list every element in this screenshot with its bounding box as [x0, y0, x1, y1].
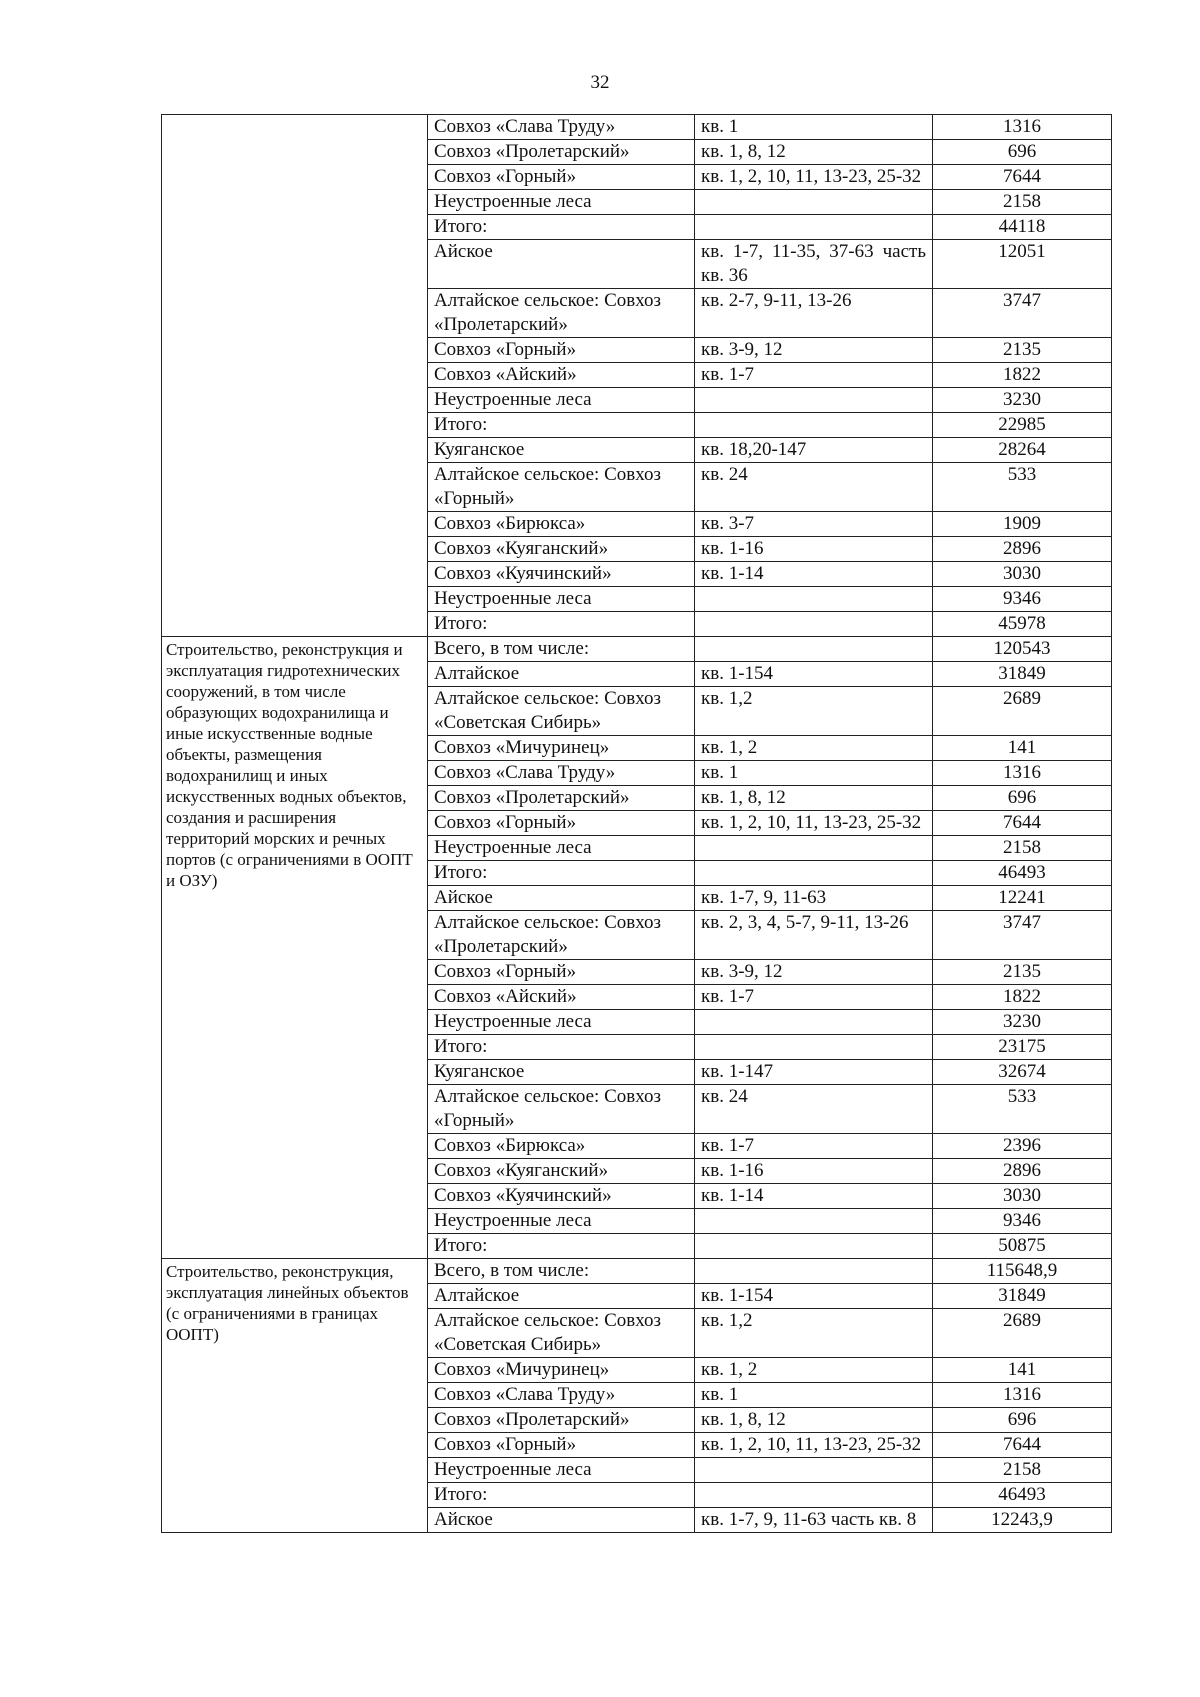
area-cell: 46493 [933, 1483, 1112, 1508]
quarters-cell [695, 637, 933, 662]
area-cell: 1822 [933, 985, 1112, 1010]
quarters-cell [695, 1010, 933, 1035]
quarters-cell [695, 215, 933, 240]
forestry-name-cell: Совхоз «Куяганский» [428, 1159, 695, 1184]
area-cell: 696 [933, 140, 1112, 165]
area-cell: 12051 [933, 240, 1112, 289]
forestry-name-cell: Совхоз «Пролетарский» [428, 140, 695, 165]
quarters-cell: кв. 18,20-147 [695, 438, 933, 463]
area-cell: 3747 [933, 289, 1112, 338]
forestry-name-cell: Совхоз «Куячинский» [428, 562, 695, 587]
purpose-cell: Строительство, реконструкция и эксплуатация гидротехнических сооружений, в том числе образующих водохранилища и иные искусственные водные объекты, размещения водохранилищ и иных искусственных водных объектов, создания и расширения территорий морских и речных портов (с ограничениями в ООПТ и ОЗУ) [162, 637, 428, 1259]
area-cell: 2135 [933, 960, 1112, 985]
forestry-name-cell: Всего, в том числе: [428, 1259, 695, 1284]
area-cell: 2689 [933, 687, 1112, 736]
forestry-name-cell: Айское [428, 1508, 695, 1533]
quarters-cell: кв. 1, 2 [695, 736, 933, 761]
forestry-name-cell: Совхоз «Слава Труду» [428, 761, 695, 786]
forestry-name-cell: Итого: [428, 413, 695, 438]
quarters-cell: кв. 3-9, 12 [695, 960, 933, 985]
forestry-name-cell: Итого: [428, 1035, 695, 1060]
area-cell: 45978 [933, 612, 1112, 637]
forestry-name-cell: Совхоз «Айский» [428, 363, 695, 388]
quarters-cell: кв. 1, 2 [695, 1358, 933, 1383]
quarters-cell [695, 388, 933, 413]
quarters-cell: кв. 1-14 [695, 1184, 933, 1209]
quarters-cell: кв. 1,2 [695, 687, 933, 736]
area-cell: 31849 [933, 662, 1112, 687]
forestry-name-cell: Алтайское [428, 662, 695, 687]
area-cell: 2158 [933, 190, 1112, 215]
quarters-cell: кв. 1-154 [695, 1284, 933, 1309]
quarters-cell: кв. 1-7 [695, 985, 933, 1010]
area-cell: 696 [933, 786, 1112, 811]
quarters-cell [695, 1234, 933, 1259]
table-row [162, 637, 1112, 662]
area-cell: 31849 [933, 1284, 1112, 1309]
forestry-name-cell: Неустроенные леса [428, 1010, 695, 1035]
forestry-name-cell: Совхоз «Мичуринец» [428, 736, 695, 761]
forestry-name-cell: Совхоз «Бирюкса» [428, 1134, 695, 1159]
area-cell: 3230 [933, 1010, 1112, 1035]
forestry-name-cell: Куяганское [428, 438, 695, 463]
quarters-cell: кв. 1, 8, 12 [695, 1408, 933, 1433]
quarters-cell: кв. 1-154 [695, 662, 933, 687]
area-cell: 22985 [933, 413, 1112, 438]
forestry-name-cell: Совхоз «Горный» [428, 960, 695, 985]
forestry-name-cell: Совхоз «Бирюкса» [428, 512, 695, 537]
quarters-cell: кв. 3-7 [695, 512, 933, 537]
forestry-name-cell: Совхоз «Горный» [428, 165, 695, 190]
quarters-cell [695, 190, 933, 215]
area-cell: 3030 [933, 562, 1112, 587]
quarters-cell: кв. 3-9, 12 [695, 338, 933, 363]
forestry-name-cell: Алтайское сельское: Совхоз «Советская Сибирь» [428, 1309, 695, 1358]
area-cell: 7644 [933, 811, 1112, 836]
area-cell: 28264 [933, 438, 1112, 463]
area-cell: 1822 [933, 363, 1112, 388]
area-cell: 2158 [933, 836, 1112, 861]
area-cell: 3747 [933, 911, 1112, 960]
quarters-cell: кв. 1 [695, 115, 933, 140]
quarters-cell: кв. 1,2 [695, 1309, 933, 1358]
purpose-cell: Строительство, реконструкция, эксплуатация линейных объектов (с ограничениями в границах ООПТ) [162, 1259, 428, 1533]
quarters-cell: кв. 1-7 [695, 363, 933, 388]
forestry-name-cell: Неустроенные леса [428, 836, 695, 861]
area-cell: 2135 [933, 338, 1112, 363]
quarters-cell [695, 1209, 933, 1234]
quarters-cell: кв. 1-7, 9, 11-63 [695, 886, 933, 911]
forestry-name-cell: Совхоз «Куяганский» [428, 537, 695, 562]
forestry-name-cell: Айское [428, 240, 695, 289]
quarters-cell [695, 587, 933, 612]
quarters-cell: кв. 1-7 [695, 1134, 933, 1159]
quarters-cell: кв. 1 [695, 761, 933, 786]
forestry-name-cell: Совхоз «Слава Труду» [428, 115, 695, 140]
area-cell: 12241 [933, 886, 1112, 911]
area-cell: 2689 [933, 1309, 1112, 1358]
forestry-name-cell: Совхоз «Пролетарский» [428, 786, 695, 811]
area-cell: 44118 [933, 215, 1112, 240]
quarters-cell [695, 612, 933, 637]
area-cell: 120543 [933, 637, 1112, 662]
forest-use-table [161, 114, 1112, 1533]
purpose-cell [162, 115, 428, 637]
quarters-cell [695, 836, 933, 861]
forestry-name-cell: Неустроенные леса [428, 1209, 695, 1234]
area-cell: 7644 [933, 1433, 1112, 1458]
forestry-name-cell: Совхоз «Горный» [428, 338, 695, 363]
quarters-cell [695, 861, 933, 886]
quarters-cell [695, 1458, 933, 1483]
area-cell: 141 [933, 1358, 1112, 1383]
area-cell: 12243,9 [933, 1508, 1112, 1533]
area-cell: 1316 [933, 761, 1112, 786]
forestry-name-cell: Алтайское сельское: Совхоз «Советская Сибирь» [428, 687, 695, 736]
area-cell: 46493 [933, 861, 1112, 886]
quarters-cell [695, 1035, 933, 1060]
quarters-cell: кв. 1, 2, 10, 11, 13-23, 25-32 [695, 1433, 933, 1458]
forestry-name-cell: Алтайское сельское: Совхоз «Пролетарский» [428, 289, 695, 338]
area-cell: 32674 [933, 1060, 1112, 1085]
forestry-name-cell: Куяганское [428, 1060, 695, 1085]
area-cell: 1316 [933, 1383, 1112, 1408]
quarters-cell: кв. 1-14 [695, 562, 933, 587]
quarters-cell: кв. 2-7, 9-11, 13-26 [695, 289, 933, 338]
forestry-name-cell: Неустроенные леса [428, 190, 695, 215]
quarters-cell: кв. 1-7, 11-35, 37-63 часть кв. 36 [695, 240, 933, 289]
forestry-name-cell: Алтайское сельское: Совхоз «Пролетарский» [428, 911, 695, 960]
area-cell: 3030 [933, 1184, 1112, 1209]
forestry-name-cell: Итого: [428, 612, 695, 637]
forestry-name-cell: Совхоз «Мичуринец» [428, 1358, 695, 1383]
forestry-name-cell: Совхоз «Горный» [428, 1433, 695, 1458]
area-cell: 23175 [933, 1035, 1112, 1060]
area-cell: 2158 [933, 1458, 1112, 1483]
forestry-name-cell: Неустроенные леса [428, 1458, 695, 1483]
forestry-name-cell: Итого: [428, 1234, 695, 1259]
forestry-name-cell: Всего, в том числе: [428, 637, 695, 662]
area-cell: 533 [933, 463, 1112, 512]
quarters-cell: кв. 1-7, 9, 11-63 часть кв. 8 [695, 1508, 933, 1533]
area-cell: 1909 [933, 512, 1112, 537]
forestry-name-cell: Неустроенные леса [428, 587, 695, 612]
forestry-name-cell: Итого: [428, 215, 695, 240]
area-cell: 9346 [933, 1209, 1112, 1234]
area-cell: 9346 [933, 587, 1112, 612]
quarters-cell: кв. 24 [695, 1085, 933, 1134]
area-cell: 141 [933, 736, 1112, 761]
forestry-name-cell: Совхоз «Пролетарский» [428, 1408, 695, 1433]
quarters-cell: кв. 1-147 [695, 1060, 933, 1085]
forestry-name-cell: Неустроенные леса [428, 388, 695, 413]
forestry-name-cell: Айское [428, 886, 695, 911]
area-cell: 7644 [933, 165, 1112, 190]
quarters-cell [695, 1483, 933, 1508]
quarters-cell: кв. 24 [695, 463, 933, 512]
area-cell: 2396 [933, 1134, 1112, 1159]
quarters-cell: кв. 1, 8, 12 [695, 786, 933, 811]
forestry-name-cell: Совхоз «Слава Труду» [428, 1383, 695, 1408]
area-cell: 533 [933, 1085, 1112, 1134]
area-cell: 3230 [933, 388, 1112, 413]
area-cell: 115648,9 [933, 1259, 1112, 1284]
forestry-name-cell: Алтайское сельское: Совхоз «Горный» [428, 1085, 695, 1134]
table-row [162, 1259, 1112, 1284]
quarters-cell: кв. 1 [695, 1383, 933, 1408]
quarters-cell: кв. 1, 8, 12 [695, 140, 933, 165]
quarters-cell [695, 1259, 933, 1284]
area-cell: 50875 [933, 1234, 1112, 1259]
quarters-cell: кв. 1-16 [695, 537, 933, 562]
forestry-name-cell: Совхоз «Горный» [428, 811, 695, 836]
quarters-cell: кв. 1, 2, 10, 11, 13-23, 25-32 [695, 165, 933, 190]
forestry-name-cell: Совхоз «Куячинский» [428, 1184, 695, 1209]
quarters-cell: кв. 1, 2, 10, 11, 13-23, 25-32 [695, 811, 933, 836]
table-row [162, 115, 1112, 140]
quarters-cell: кв. 2, 3, 4, 5-7, 9-11, 13-26 [695, 911, 933, 960]
forestry-name-cell: Совхоз «Айский» [428, 985, 695, 1010]
area-cell: 2896 [933, 1159, 1112, 1184]
area-cell: 2896 [933, 537, 1112, 562]
page-number: 32 [590, 72, 610, 93]
forestry-name-cell: Алтайское [428, 1284, 695, 1309]
forestry-name-cell: Итого: [428, 1483, 695, 1508]
quarters-cell: кв. 1-16 [695, 1159, 933, 1184]
forestry-name-cell: Итого: [428, 861, 695, 886]
forestry-name-cell: Алтайское сельское: Совхоз «Горный» [428, 463, 695, 512]
quarters-cell [695, 413, 933, 438]
area-cell: 696 [933, 1408, 1112, 1433]
area-cell: 1316 [933, 115, 1112, 140]
